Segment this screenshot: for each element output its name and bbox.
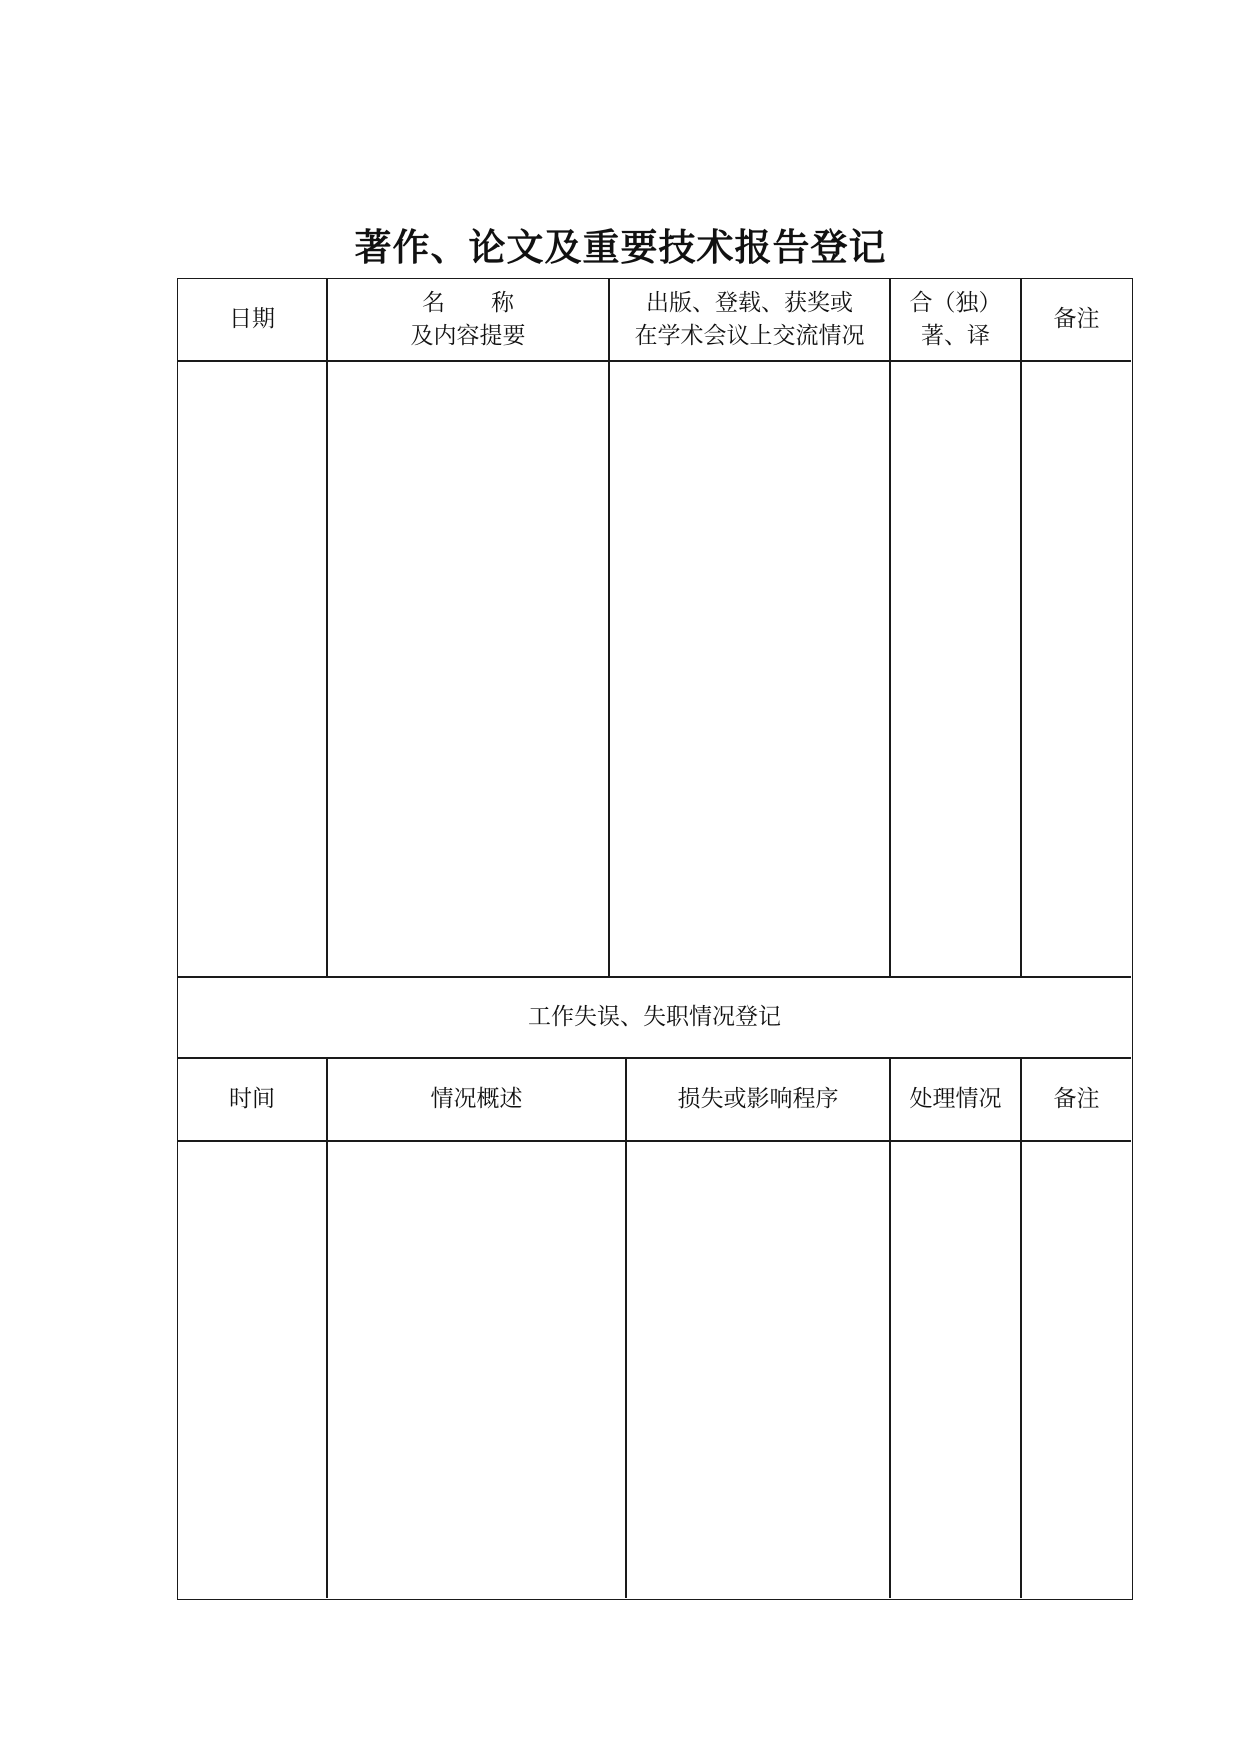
entry-authorship-cell[interactable] xyxy=(891,362,1020,976)
header-remarks-label: 备注 xyxy=(1053,306,1100,332)
header-authorship-line2: 著、译 xyxy=(921,322,990,349)
header-remarks-2 xyxy=(1022,1059,1131,1140)
header-handling-label: 处理情况 xyxy=(909,1086,1002,1112)
page-title: 著作、论文及重要技术报告登记 xyxy=(354,225,887,269)
header-name xyxy=(328,279,608,360)
header-publication xyxy=(610,279,889,360)
entry-handling-cell[interactable] xyxy=(891,1142,1020,1598)
header-date-label: 日期 xyxy=(229,306,275,332)
header-impact xyxy=(627,1059,889,1140)
header-handling xyxy=(891,1059,1020,1140)
header-name-line2: 及内容提要 xyxy=(410,322,526,349)
entry-time-cell[interactable] xyxy=(178,1142,326,1598)
entry-summary-cell[interactable] xyxy=(328,1142,625,1598)
header-summary-label: 情况概述 xyxy=(430,1086,523,1112)
header-date xyxy=(178,279,326,360)
header-publication-line2: 在学术会议上交流情况 xyxy=(634,322,865,349)
header-remarks-2-label: 备注 xyxy=(1053,1086,1100,1112)
entry-remarks-2-cell[interactable] xyxy=(1022,1142,1131,1598)
header-summary xyxy=(328,1059,625,1140)
entry-name-cell[interactable] xyxy=(328,362,608,976)
entry-publication-cell[interactable] xyxy=(610,362,889,976)
header-publication-line1: 出版、登载、获奖或 xyxy=(646,289,853,316)
entry-remarks-cell[interactable] xyxy=(1022,362,1131,976)
misconduct-section-title xyxy=(178,978,1131,1057)
header-authorship xyxy=(891,279,1020,360)
entry-date-cell[interactable] xyxy=(178,362,326,976)
header-remarks xyxy=(1022,279,1131,360)
misconduct-section-title-text: 工作失误、失职情况登记 xyxy=(528,1004,781,1030)
header-time-label: 时间 xyxy=(229,1086,275,1112)
header-name-line1: 名 称 xyxy=(422,289,514,316)
header-time xyxy=(178,1059,326,1140)
header-authorship-line1: 合（独） xyxy=(909,289,1002,316)
registration-form-table xyxy=(177,278,1133,1600)
header-impact-label: 损失或影响程序 xyxy=(677,1086,839,1112)
entry-impact-cell[interactable] xyxy=(627,1142,889,1598)
